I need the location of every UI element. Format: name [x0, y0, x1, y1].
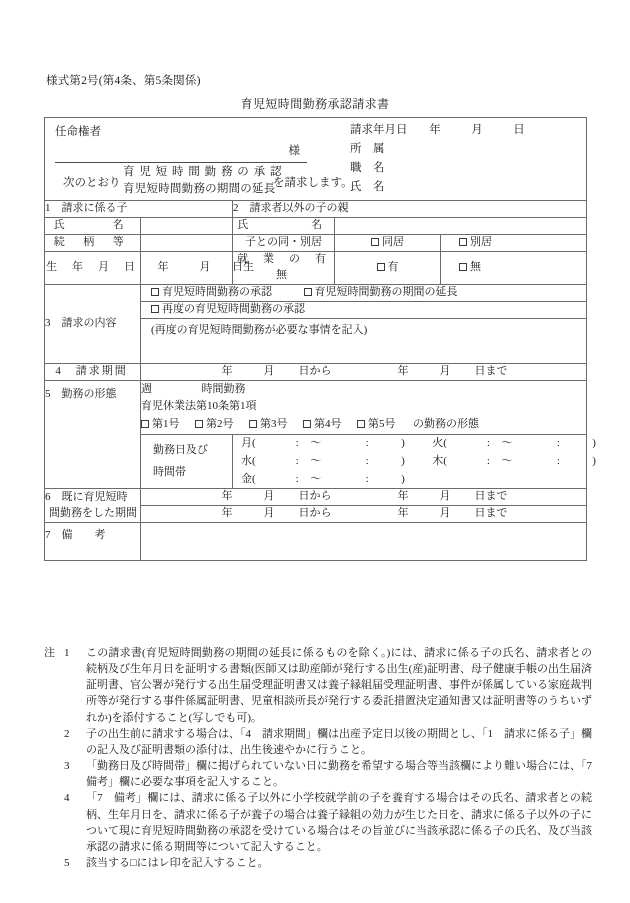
weekday-mon: 月 [241, 436, 252, 449]
section-6-row-2 [45, 506, 587, 523]
note-item [44, 855, 592, 871]
weekday-tue: 火 [432, 436, 444, 449]
work-type-option-1[interactable]: 第1号 [141, 418, 180, 430]
section-3-reason-hint: (再度の育児短時間勤務が必要な事情を記入) [151, 323, 368, 336]
page-title: 育児短時間勤務承認請求書 [240, 97, 390, 111]
birth-year: 年 [157, 260, 169, 273]
section-5-detail [141, 380, 587, 434]
s4-from-month: 月 [263, 364, 275, 377]
birth-day: 日生 [232, 260, 254, 273]
checkbox-icon[interactable] [357, 420, 365, 428]
section-6-period-2[interactable]: 年 月 日から 年 月 日まで [141, 506, 587, 523]
schedule-row-fri[interactable]: 金( : ～ : ) [241, 471, 586, 489]
section-3-option-approval[interactable]: 育児短時間勤務の承認 [151, 286, 272, 298]
parent-name-label: 氏 名 [233, 217, 335, 234]
checkbox-icon[interactable] [459, 238, 467, 246]
request-choice-option-2: 育児短時間勤務の期間の延長 [123, 182, 276, 195]
note-text: この請求書(育児短時間勤務の期間の延長に係るものを除く。)には、請求に係る子の氏名、請求者との続柄及び生年月日を証明する書類(医師又は助産師が発行する出生(産)証明書、母子健康手帳の出生届済証明書、官公署が発行する出生届受理証明書又は養子縁組届受理証明書、事件が係属している家庭裁判所等が発行する事件係属証明書、児童相談所長が発行する委託措置決定通知書又は証明書等のうちいずれか)を添付すること(写しでも可)。 [86, 647, 592, 724]
section-7-label: 7 備 考 [45, 523, 141, 561]
work-type-options [141, 416, 586, 434]
employment-option-no[interactable]: 無 [441, 251, 587, 284]
header-block-cell [45, 118, 587, 201]
note-number: 2 [64, 727, 70, 740]
requester-info-block [350, 122, 540, 198]
affiliation-line [350, 141, 540, 160]
note-text: 該当する□にはレ印を記入すること。 [86, 857, 269, 870]
section-2-heading: 2 請求者以外の子の親 [233, 201, 587, 218]
request-verb: を請求します。 [273, 177, 353, 189]
child-name-value[interactable] [141, 217, 233, 234]
section-3-option-reapproval[interactable]: 再度の育児短時間勤務の承認 [151, 303, 305, 315]
child-relationship-label: 続 柄 等 [45, 234, 141, 251]
work-type-suffix: の勤務の形態 [413, 418, 479, 431]
form-code: 様式第2号(第4条、第5条関係) [46, 75, 201, 87]
child-relationship-value[interactable] [141, 234, 233, 251]
request-choice-group [123, 164, 286, 197]
note-item [44, 790, 592, 855]
employment-status-label: 就 業 の 有 無 [233, 251, 335, 284]
checkbox-icon[interactable] [141, 420, 149, 428]
notes-block [44, 645, 603, 871]
weekly-suffix: 時間勤務 [201, 382, 246, 395]
child-birthdate-value[interactable] [141, 251, 254, 284]
schedule-row-wed-thu[interactable]: 水( : ～ : ) 木( : ～ : ) [241, 453, 586, 471]
checkbox-icon[interactable] [371, 238, 379, 246]
section-5-label: 5 勤務の形態 [45, 380, 141, 489]
weekly-prefix: 週 [141, 382, 152, 395]
section-3-option-reapproval-cell [141, 301, 587, 318]
main-form-table [44, 117, 596, 561]
job-title-label: 職 名 [350, 162, 385, 174]
cohabitation-option-separate[interactable]: 別居 [441, 234, 587, 251]
request-date-value[interactable] [414, 124, 540, 136]
parent-name-value[interactable] [335, 217, 587, 234]
request-date-day: 日 [513, 124, 525, 136]
cohabitation-label: 子との同・別居 [233, 234, 335, 251]
schedule-row-mon-tue[interactable]: 月( : ～ : ) 火( : ～ : ) [241, 435, 586, 453]
checkbox-icon[interactable] [377, 263, 385, 271]
header-block-row [45, 118, 587, 201]
checkbox-icon[interactable] [249, 420, 257, 428]
relationship-row [45, 234, 587, 251]
request-choice-option-1: 育児短時間勤務の承認 [123, 166, 287, 178]
note-number: 5 [64, 857, 70, 870]
section-7-row [45, 523, 587, 561]
work-type-option-5[interactable]: 第5号 [357, 418, 396, 430]
note-text: 「勤務日及び時間帯」欄に掲げられていない日に勤務を希望する場合等当該欄により難い場合には、「7 備考」欄に必要な事項を記入すること。 [86, 760, 603, 789]
section-3-label: 3 請求の内容 [45, 284, 141, 363]
employment-option-yes[interactable]: 有 [335, 251, 441, 284]
section-6-period-1[interactable]: 年 月 日から 年 月 日まで [141, 489, 587, 506]
note-text: 「7 備考」欄には、請求に係る子以外に小学校就学前の子を養育する場合はその氏名、請求者との続柄、生年月日を、請求に係る子が養子の場合は養子縁組の効力が生じた日を、請求に係る子以外の子について現に育児短時間勤務の承認を受けている場合はその旨並びに当該承認に係る子の氏名、及び当該承認の請求に係る期間等について記入すること。 [86, 792, 592, 853]
request-date-month: 月 [471, 124, 483, 136]
note-item [44, 726, 592, 758]
section-3-option-extension[interactable]: 育児短時間勤務の期間の延長 [304, 286, 458, 298]
note-item [44, 645, 592, 726]
section-6-label-line2: 間勤務をした期間 [45, 506, 141, 523]
child-birthdate-label: 生 年 月 日 [45, 251, 141, 284]
checkbox-icon[interactable] [303, 420, 311, 428]
section-6-row-1 [45, 489, 587, 506]
header-block [45, 118, 586, 200]
weekly-hours-line[interactable] [141, 381, 586, 399]
checkbox-icon[interactable] [304, 288, 312, 296]
weekday-fri: 金 [241, 472, 252, 485]
section-1-2-heading-row [45, 201, 587, 218]
requester-name-line [350, 179, 540, 198]
note-number: 3 [64, 760, 70, 773]
section-3-row-1 [45, 284, 587, 301]
schedule-grid [233, 434, 596, 488]
checkbox-icon[interactable] [195, 420, 203, 428]
note-number: 1 [64, 647, 70, 659]
requester-name-label: 氏 名 [350, 181, 385, 193]
work-type-option-2[interactable]: 第2号 [195, 418, 234, 430]
as-follows-label: 次のとおり [63, 177, 121, 189]
section-4-period-value[interactable] [141, 363, 587, 380]
s4-to-month: 月 [439, 364, 451, 377]
work-type-option-4[interactable]: 第4号 [303, 418, 342, 430]
s4-from-day: 日から [298, 364, 332, 377]
job-title-line [350, 160, 540, 179]
s4-to-day: 日まで [474, 364, 508, 377]
checkbox-icon[interactable] [151, 305, 159, 313]
checkbox-icon[interactable] [459, 263, 467, 271]
schedule-sub-label: 勤務日及び 時間帯 [141, 434, 233, 488]
section-5-row [45, 380, 587, 434]
weekday-wed: 水 [241, 454, 252, 467]
request-date-line [350, 122, 540, 141]
appointer-label: 任命権者 [55, 126, 101, 138]
affiliation-label: 所 属 [350, 143, 385, 155]
notes-marker: 注 [44, 647, 55, 659]
child-name-label: 氏 名 [45, 217, 141, 234]
section-7-value[interactable] [141, 523, 587, 561]
request-date-year: 年 [429, 124, 441, 136]
request-date-label: 請求年月日 [350, 124, 408, 136]
birth-month: 月 [199, 260, 211, 273]
s4-to-year: 年 [397, 364, 409, 377]
weekday-thu: 木 [432, 454, 444, 467]
section-4-label: 4 請求期間 [45, 363, 141, 380]
s4-from-year: 年 [221, 364, 233, 377]
note-item [44, 758, 603, 790]
law-reference: 育児休業法第10条第1項 [141, 400, 257, 413]
note-text: 子の出生前に請求する場合は、「4 請求期間」欄は出産予定日以後の期間とし、「1 請求に係る子」欄の記入及び証明書類の添付は、出生後速やかに行うこと。 [86, 727, 592, 756]
section-4-row [45, 363, 587, 380]
section-3-options-row [141, 284, 587, 301]
appointer-sama: 様 [288, 145, 300, 157]
name-row [45, 217, 587, 234]
cohabitation-option-together[interactable]: 同居 [335, 234, 441, 251]
checkbox-icon[interactable] [151, 288, 159, 296]
section-6-label-line1: 6 既に育児短時 [45, 489, 141, 506]
note-number: 4 [64, 792, 70, 805]
appointer-rule [55, 162, 307, 163]
birthdate-row [45, 251, 587, 284]
work-type-option-3[interactable]: 第3号 [249, 418, 288, 430]
section-3-reason-box[interactable] [141, 318, 587, 363]
section-1-heading: 1 請求に係る子 [45, 201, 233, 218]
